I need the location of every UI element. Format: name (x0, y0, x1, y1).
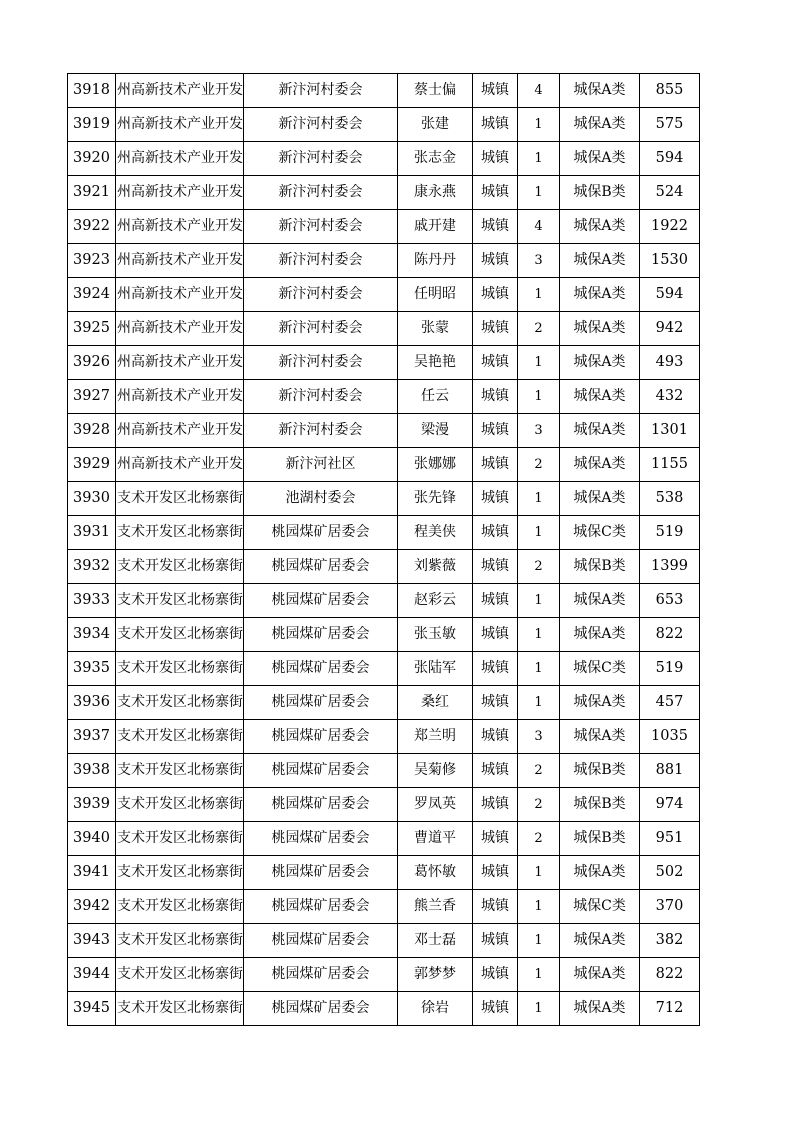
community-cell: 新汴河村委会 (244, 414, 398, 448)
community-cell: 新汴河村委会 (244, 380, 398, 414)
district-cell: 支术开发区北杨寨街 (116, 482, 244, 516)
district-cell: 支术开发区北杨寨街 (116, 992, 244, 1026)
area-type-cell: 城镇 (473, 448, 518, 482)
name-cell: 张陆军 (398, 652, 473, 686)
name-cell: 刘紫薇 (398, 550, 473, 584)
household-count-cell: 3 (518, 720, 560, 754)
name-cell: 张志金 (398, 142, 473, 176)
amount-cell: 1155 (640, 448, 700, 482)
area-type-cell: 城镇 (473, 754, 518, 788)
table-row (68, 482, 700, 516)
category-cell: 城保A类 (560, 618, 640, 652)
table-row (68, 856, 700, 890)
row-id-cell: 3943 (68, 924, 116, 958)
name-cell: 梁漫 (398, 414, 473, 448)
area-type-cell: 城镇 (473, 414, 518, 448)
row-id-cell: 3937 (68, 720, 116, 754)
household-count-cell: 1 (518, 992, 560, 1026)
category-cell: 城保C类 (560, 652, 640, 686)
category-cell: 城保B类 (560, 176, 640, 210)
amount-cell: 538 (640, 482, 700, 516)
amount-cell: 951 (640, 822, 700, 856)
district-cell: 支术开发区北杨寨街 (116, 958, 244, 992)
amount-cell: 1035 (640, 720, 700, 754)
category-cell: 城保A类 (560, 108, 640, 142)
household-count-cell: 1 (518, 516, 560, 550)
table-row (68, 176, 700, 210)
table-row (68, 822, 700, 856)
row-id-cell: 3920 (68, 142, 116, 176)
records-table (67, 73, 700, 1026)
household-count-cell: 1 (518, 482, 560, 516)
community-cell: 新汴河村委会 (244, 312, 398, 346)
name-cell: 吴艳艳 (398, 346, 473, 380)
amount-cell: 502 (640, 856, 700, 890)
category-cell: 城保A类 (560, 74, 640, 108)
household-count-cell: 1 (518, 652, 560, 686)
category-cell: 城保A类 (560, 380, 640, 414)
name-cell: 邓士磊 (398, 924, 473, 958)
amount-cell: 1530 (640, 244, 700, 278)
category-cell: 城保A类 (560, 584, 640, 618)
community-cell: 新汴河社区 (244, 448, 398, 482)
category-cell: 城保A类 (560, 686, 640, 720)
community-cell: 桃园煤矿居委会 (244, 618, 398, 652)
amount-cell: 493 (640, 346, 700, 380)
row-id-cell: 3923 (68, 244, 116, 278)
community-cell: 新汴河村委会 (244, 210, 398, 244)
category-cell: 城保B类 (560, 550, 640, 584)
amount-cell: 457 (640, 686, 700, 720)
row-id-cell: 3924 (68, 278, 116, 312)
community-cell: 桃园煤矿居委会 (244, 720, 398, 754)
community-cell: 桃园煤矿居委会 (244, 992, 398, 1026)
row-id-cell: 3945 (68, 992, 116, 1026)
category-cell: 城保A类 (560, 958, 640, 992)
household-count-cell: 2 (518, 312, 560, 346)
district-cell: 支术开发区北杨寨街 (116, 822, 244, 856)
area-type-cell: 城镇 (473, 856, 518, 890)
community-cell: 桃园煤矿居委会 (244, 788, 398, 822)
household-count-cell: 1 (518, 958, 560, 992)
district-cell: 州高新技术产业开发 (116, 210, 244, 244)
area-type-cell: 城镇 (473, 992, 518, 1026)
category-cell: 城保A类 (560, 924, 640, 958)
category-cell: 城保A类 (560, 856, 640, 890)
area-type-cell: 城镇 (473, 584, 518, 618)
table-row (68, 516, 700, 550)
community-cell: 新汴河村委会 (244, 74, 398, 108)
row-id-cell: 3930 (68, 482, 116, 516)
row-id-cell: 3940 (68, 822, 116, 856)
amount-cell: 1922 (640, 210, 700, 244)
row-id-cell: 3926 (68, 346, 116, 380)
table-row (68, 210, 700, 244)
table-row (68, 890, 700, 924)
household-count-cell: 1 (518, 686, 560, 720)
community-cell: 新汴河村委会 (244, 108, 398, 142)
table-row (68, 618, 700, 652)
table-row (68, 380, 700, 414)
row-id-cell: 3921 (68, 176, 116, 210)
table-row (68, 754, 700, 788)
table-row (68, 958, 700, 992)
amount-cell: 712 (640, 992, 700, 1026)
district-cell: 州高新技术产业开发 (116, 312, 244, 346)
row-id-cell: 3941 (68, 856, 116, 890)
row-id-cell: 3919 (68, 108, 116, 142)
table-row (68, 584, 700, 618)
table-row (68, 448, 700, 482)
name-cell: 戚开建 (398, 210, 473, 244)
name-cell: 蔡士偏 (398, 74, 473, 108)
row-id-cell: 3939 (68, 788, 116, 822)
category-cell: 城保A类 (560, 142, 640, 176)
table-row (68, 550, 700, 584)
amount-cell: 822 (640, 618, 700, 652)
household-count-cell: 1 (518, 924, 560, 958)
row-id-cell: 3925 (68, 312, 116, 346)
name-cell: 张蒙 (398, 312, 473, 346)
area-type-cell: 城镇 (473, 346, 518, 380)
community-cell: 桃园煤矿居委会 (244, 822, 398, 856)
household-count-cell: 1 (518, 380, 560, 414)
area-type-cell: 城镇 (473, 176, 518, 210)
row-id-cell: 3944 (68, 958, 116, 992)
district-cell: 州高新技术产业开发 (116, 448, 244, 482)
category-cell: 城保A类 (560, 482, 640, 516)
household-count-cell: 1 (518, 618, 560, 652)
area-type-cell: 城镇 (473, 720, 518, 754)
table-row (68, 244, 700, 278)
area-type-cell: 城镇 (473, 142, 518, 176)
district-cell: 支术开发区北杨寨街 (116, 516, 244, 550)
area-type-cell: 城镇 (473, 380, 518, 414)
household-count-cell: 1 (518, 108, 560, 142)
area-type-cell: 城镇 (473, 516, 518, 550)
table-row (68, 312, 700, 346)
category-cell: 城保C类 (560, 516, 640, 550)
district-cell: 支术开发区北杨寨街 (116, 550, 244, 584)
district-cell: 州高新技术产业开发 (116, 278, 244, 312)
name-cell: 张玉敏 (398, 618, 473, 652)
row-id-cell: 3931 (68, 516, 116, 550)
table-row (68, 414, 700, 448)
district-cell: 支术开发区北杨寨街 (116, 686, 244, 720)
amount-cell: 382 (640, 924, 700, 958)
name-cell: 郭梦梦 (398, 958, 473, 992)
name-cell: 张先锋 (398, 482, 473, 516)
amount-cell: 594 (640, 142, 700, 176)
table-row (68, 924, 700, 958)
table-row (68, 788, 700, 822)
community-cell: 新汴河村委会 (244, 176, 398, 210)
row-id-cell: 3934 (68, 618, 116, 652)
category-cell: 城保C类 (560, 890, 640, 924)
table-row (68, 278, 700, 312)
category-cell: 城保A类 (560, 346, 640, 380)
community-cell: 桃园煤矿居委会 (244, 924, 398, 958)
household-count-cell: 2 (518, 448, 560, 482)
name-cell: 葛怀敏 (398, 856, 473, 890)
row-id-cell: 3932 (68, 550, 116, 584)
amount-cell: 519 (640, 516, 700, 550)
table-row (68, 686, 700, 720)
area-type-cell: 城镇 (473, 74, 518, 108)
area-type-cell: 城镇 (473, 618, 518, 652)
category-cell: 城保B类 (560, 822, 640, 856)
amount-cell: 1301 (640, 414, 700, 448)
community-cell: 桃园煤矿居委会 (244, 856, 398, 890)
district-cell: 州高新技术产业开发 (116, 176, 244, 210)
row-id-cell: 3935 (68, 652, 116, 686)
table-body (68, 74, 700, 1026)
district-cell: 支术开发区北杨寨街 (116, 584, 244, 618)
row-id-cell: 3922 (68, 210, 116, 244)
amount-cell: 370 (640, 890, 700, 924)
name-cell: 熊兰香 (398, 890, 473, 924)
area-type-cell: 城镇 (473, 890, 518, 924)
area-type-cell: 城镇 (473, 924, 518, 958)
district-cell: 州高新技术产业开发 (116, 142, 244, 176)
household-count-cell: 2 (518, 550, 560, 584)
area-type-cell: 城镇 (473, 108, 518, 142)
community-cell: 桃园煤矿居委会 (244, 550, 398, 584)
area-type-cell: 城镇 (473, 244, 518, 278)
table-row (68, 346, 700, 380)
community-cell: 新汴河村委会 (244, 278, 398, 312)
district-cell: 支术开发区北杨寨街 (116, 618, 244, 652)
name-cell: 徐岩 (398, 992, 473, 1026)
name-cell: 桑红 (398, 686, 473, 720)
row-id-cell: 3942 (68, 890, 116, 924)
amount-cell: 519 (640, 652, 700, 686)
category-cell: 城保A类 (560, 278, 640, 312)
district-cell: 支术开发区北杨寨街 (116, 924, 244, 958)
row-id-cell: 3918 (68, 74, 116, 108)
household-count-cell: 1 (518, 856, 560, 890)
community-cell: 新汴河村委会 (244, 244, 398, 278)
household-count-cell: 1 (518, 346, 560, 380)
community-cell: 新汴河村委会 (244, 346, 398, 380)
row-id-cell: 3929 (68, 448, 116, 482)
name-cell: 罗凤英 (398, 788, 473, 822)
name-cell: 赵彩云 (398, 584, 473, 618)
area-type-cell: 城镇 (473, 550, 518, 584)
category-cell: 城保A类 (560, 244, 640, 278)
area-type-cell: 城镇 (473, 210, 518, 244)
household-count-cell: 4 (518, 210, 560, 244)
household-count-cell: 3 (518, 414, 560, 448)
district-cell: 州高新技术产业开发 (116, 244, 244, 278)
name-cell: 程美侠 (398, 516, 473, 550)
household-count-cell: 1 (518, 176, 560, 210)
area-type-cell: 城镇 (473, 686, 518, 720)
household-count-cell: 4 (518, 74, 560, 108)
district-cell: 州高新技术产业开发 (116, 346, 244, 380)
amount-cell: 942 (640, 312, 700, 346)
amount-cell: 653 (640, 584, 700, 618)
row-id-cell: 3928 (68, 414, 116, 448)
community-cell: 桃园煤矿居委会 (244, 584, 398, 618)
community-cell: 桃园煤矿居委会 (244, 516, 398, 550)
name-cell: 康永燕 (398, 176, 473, 210)
amount-cell: 1399 (640, 550, 700, 584)
amount-cell: 822 (640, 958, 700, 992)
amount-cell: 974 (640, 788, 700, 822)
table-row (68, 108, 700, 142)
name-cell: 任明昭 (398, 278, 473, 312)
name-cell: 张建 (398, 108, 473, 142)
table-row (68, 992, 700, 1026)
table-row (68, 720, 700, 754)
household-count-cell: 2 (518, 754, 560, 788)
community-cell: 池湖村委会 (244, 482, 398, 516)
community-cell: 桃园煤矿居委会 (244, 958, 398, 992)
amount-cell: 594 (640, 278, 700, 312)
community-cell: 桃园煤矿居委会 (244, 890, 398, 924)
area-type-cell: 城镇 (473, 482, 518, 516)
household-count-cell: 2 (518, 788, 560, 822)
category-cell: 城保A类 (560, 448, 640, 482)
amount-cell: 524 (640, 176, 700, 210)
area-type-cell: 城镇 (473, 958, 518, 992)
area-type-cell: 城镇 (473, 822, 518, 856)
district-cell: 州高新技术产业开发 (116, 108, 244, 142)
household-count-cell: 1 (518, 890, 560, 924)
community-cell: 新汴河村委会 (244, 142, 398, 176)
amount-cell: 432 (640, 380, 700, 414)
household-count-cell: 1 (518, 584, 560, 618)
category-cell: 城保A类 (560, 210, 640, 244)
district-cell: 州高新技术产业开发 (116, 380, 244, 414)
area-type-cell: 城镇 (473, 278, 518, 312)
name-cell: 郑兰明 (398, 720, 473, 754)
category-cell: 城保A类 (560, 720, 640, 754)
category-cell: 城保A类 (560, 992, 640, 1026)
category-cell: 城保A类 (560, 312, 640, 346)
area-type-cell: 城镇 (473, 652, 518, 686)
district-cell: 支术开发区北杨寨街 (116, 652, 244, 686)
row-id-cell: 3927 (68, 380, 116, 414)
household-count-cell: 3 (518, 244, 560, 278)
area-type-cell: 城镇 (473, 788, 518, 822)
amount-cell: 881 (640, 754, 700, 788)
table-row (68, 74, 700, 108)
district-cell: 州高新技术产业开发 (116, 74, 244, 108)
district-cell: 支术开发区北杨寨街 (116, 720, 244, 754)
community-cell: 桃园煤矿居委会 (244, 754, 398, 788)
amount-cell: 575 (640, 108, 700, 142)
amount-cell: 855 (640, 74, 700, 108)
district-cell: 州高新技术产业开发 (116, 414, 244, 448)
name-cell: 曹道平 (398, 822, 473, 856)
row-id-cell: 3936 (68, 686, 116, 720)
category-cell: 城保B类 (560, 788, 640, 822)
row-id-cell: 3938 (68, 754, 116, 788)
district-cell: 支术开发区北杨寨街 (116, 754, 244, 788)
category-cell: 城保B类 (560, 754, 640, 788)
category-cell: 城保A类 (560, 414, 640, 448)
table-row (68, 142, 700, 176)
community-cell: 桃园煤矿居委会 (244, 652, 398, 686)
name-cell: 陈丹丹 (398, 244, 473, 278)
household-count-cell: 2 (518, 822, 560, 856)
row-id-cell: 3933 (68, 584, 116, 618)
name-cell: 任云 (398, 380, 473, 414)
district-cell: 支术开发区北杨寨街 (116, 890, 244, 924)
name-cell: 张娜娜 (398, 448, 473, 482)
district-cell: 支术开发区北杨寨街 (116, 788, 244, 822)
area-type-cell: 城镇 (473, 312, 518, 346)
table-row (68, 652, 700, 686)
community-cell: 桃园煤矿居委会 (244, 686, 398, 720)
name-cell: 吴菊修 (398, 754, 473, 788)
household-count-cell: 1 (518, 142, 560, 176)
district-cell: 支术开发区北杨寨街 (116, 856, 244, 890)
household-count-cell: 1 (518, 278, 560, 312)
